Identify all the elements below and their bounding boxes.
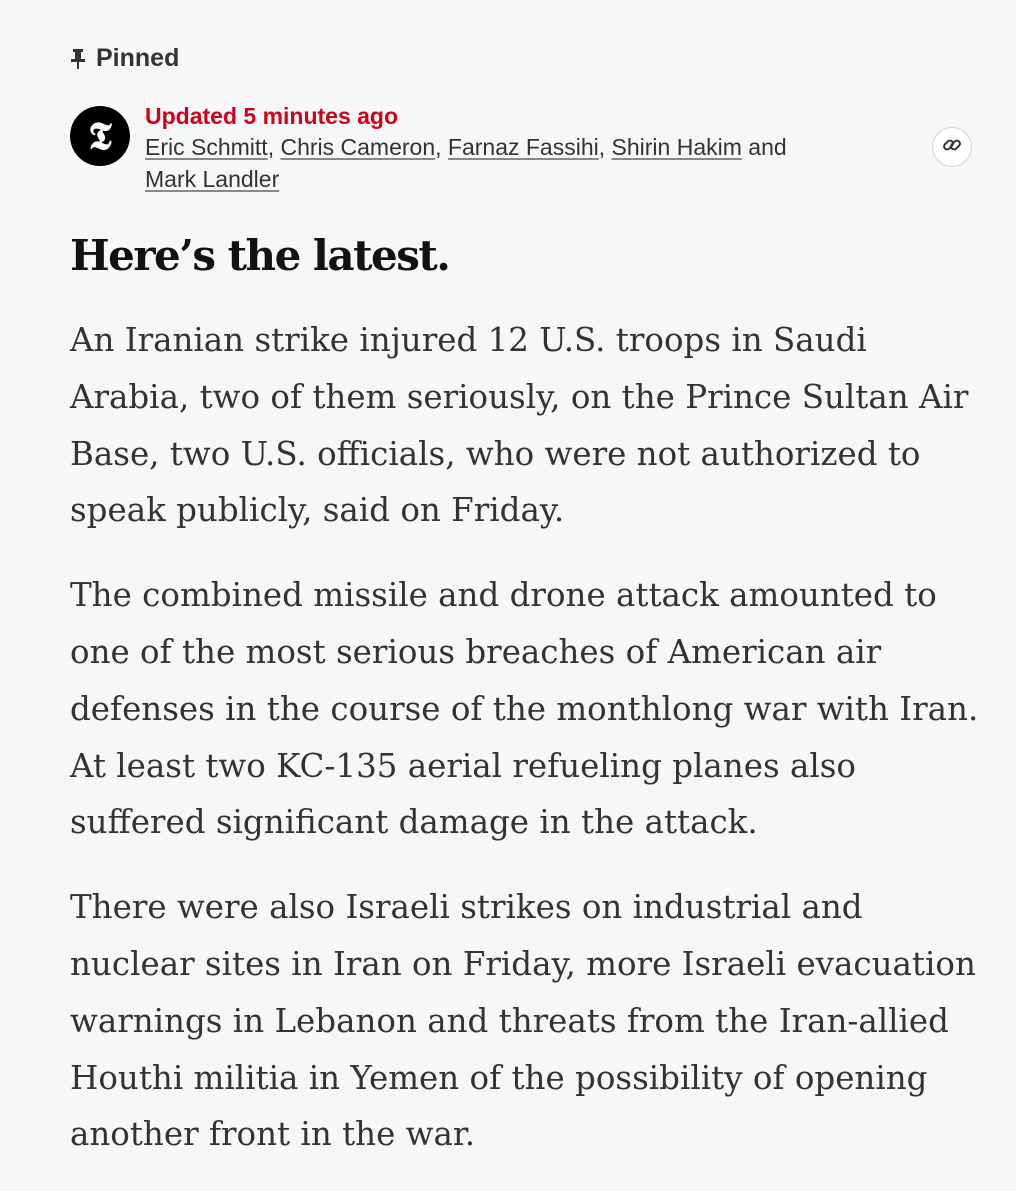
nyt-logo: 𝕿 [70,106,130,166]
paragraph: There were also Israeli strikes on industrial and nuclear sites in Iran on Friday, more Israeli evacuation warnings in Lebanon and threats from the Iran-allied Houthi militia in Yemen of the possibility of opening another front in the war. [70,888,976,1154]
author-link[interactable]: Eric Schmitt [145,134,268,160]
article-body [70,312,980,1191]
byline [70,101,976,201]
author-link[interactable]: Mark Landler [145,166,280,192]
paragraph: An Iranian strike injured 12 U.S. troops in Saudi Arabia, two of them seriously, on the Prince Sultan Air Base, two U.S. officials, who were not authorized to speak publicly, said on Friday. [70,321,969,530]
pin-icon [70,48,86,70]
author-link[interactable]: Chris Cameron [280,134,436,160]
headline: Here’s the latest. [70,231,450,280]
link-icon [942,135,962,160]
updated-timestamp: Updated 5 minutes ago [145,103,399,129]
author-link[interactable]: Farnaz Fassihi [447,134,599,160]
author-separator: , [598,134,612,160]
author-separator: , [435,134,448,160]
author-conjunction: and [741,134,787,160]
author-separator: , [267,134,281,160]
pinned-label: Pinned [96,44,180,72]
pinned-indicator [70,44,179,73]
copy-link-button[interactable] [932,127,972,167]
author-link[interactable]: Shirin Hakim [611,134,742,160]
paragraph: The combined missile and drone attack amounted to one of the most serious breaches of American air defenses in the course of the monthlong war with Iran. At least two KC-135 aerial refueling planes also suffered significant damage in the attack. [70,576,979,842]
author-list [145,131,805,195]
byline-meta [145,101,805,195]
